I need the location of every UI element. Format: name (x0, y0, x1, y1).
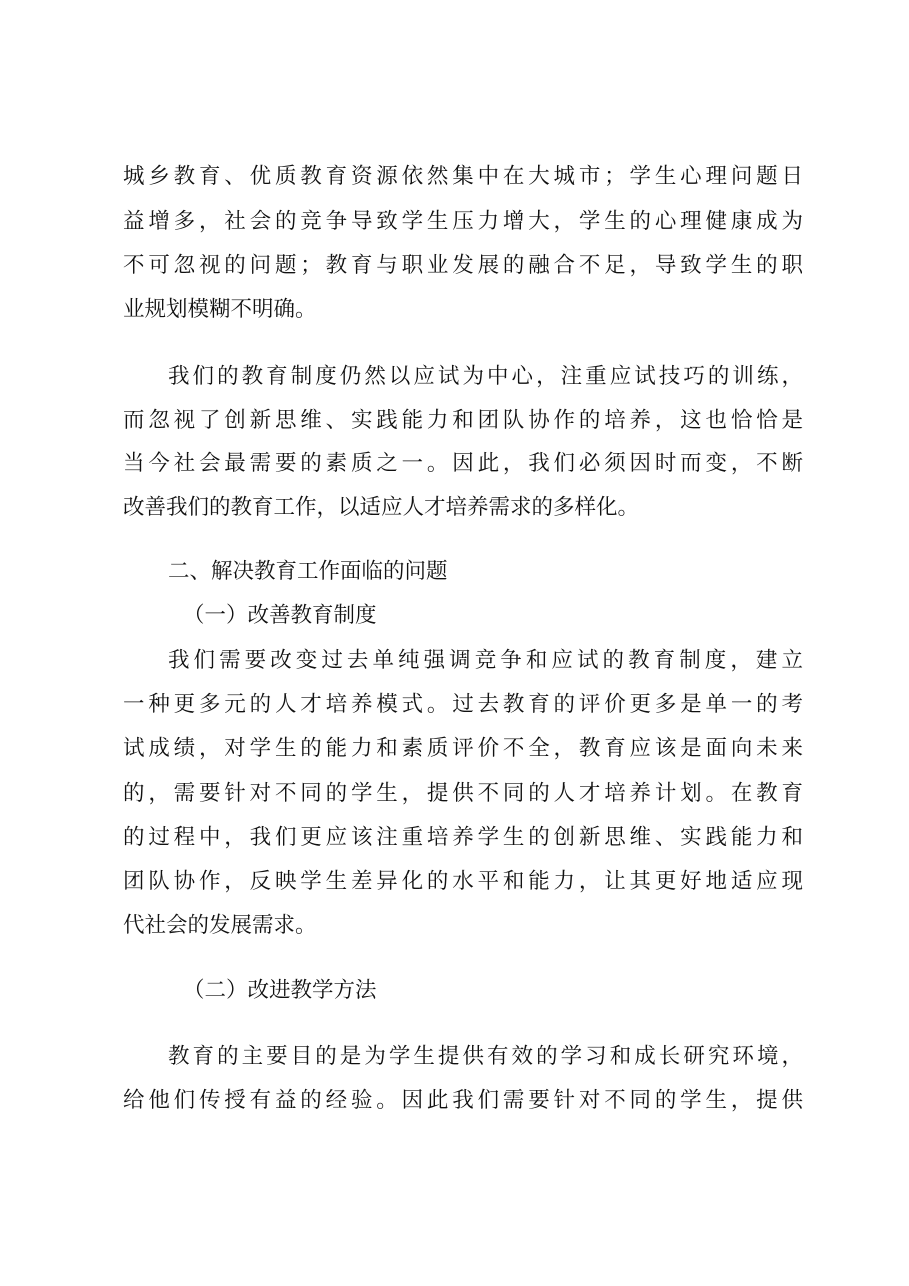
text-line: 的过程中，我们更应该注重培养学生的创新思维、实践能力和 (123, 825, 803, 850)
text-line: 益增多，社会的竞争导致学生压力增大，学生的心理健康成为 (123, 209, 803, 234)
text-line: 团队协作，反映学生差异化的水平和能力，让其更好地适应现 (123, 869, 803, 894)
text-line: 教育的主要目的是为学生提供有效的学习和成长研究环境， (168, 1044, 803, 1069)
text-line: 不可忽视的问题；教育与职业发展的融合不足，导致学生的职 (123, 253, 803, 278)
subsection-heading: （一）改善教育制度 (183, 603, 377, 628)
text-line: 城乡教育、优质教育资源依然集中在大城市；学生心理问题日 (123, 164, 803, 189)
section-heading: 二、解决教育工作面临的问题 (168, 559, 448, 584)
text-line: 我们的教育制度仍然以应试为中心，注重应试技巧的训练， (168, 364, 803, 389)
text-line: 的，需要针对不同的学生，提供不同的人才培养计划。在教育 (123, 781, 803, 806)
text-line: 一种更多元的人才培养模式。过去教育的评价更多是单一的考 (123, 692, 803, 717)
text-line: 改善我们的教育工作，以适应人才培养需求的多样化。 (123, 495, 640, 520)
subsection-heading: （二）改进教学方法 (183, 978, 377, 1003)
text-line: 而忽视了创新思维、实践能力和团队协作的培养，这也恰恰是 (123, 408, 803, 433)
text-line: 我们需要改变过去单纯强调竞争和应试的教育制度，建立 (168, 648, 803, 673)
text-line: 代社会的发展需求。 (123, 913, 317, 938)
text-line: 业规划模糊不明确。 (123, 297, 317, 322)
text-line: 当今社会最需要的素质之一。因此，我们必须因时而变，不断 (123, 451, 803, 476)
text-line: 试成绩，对学生的能力和素质评价不全，教育应该是面向未来 (123, 736, 803, 761)
text-line: 给他们传授有益的经验。因此我们需要针对不同的学生，提供 (123, 1088, 803, 1113)
